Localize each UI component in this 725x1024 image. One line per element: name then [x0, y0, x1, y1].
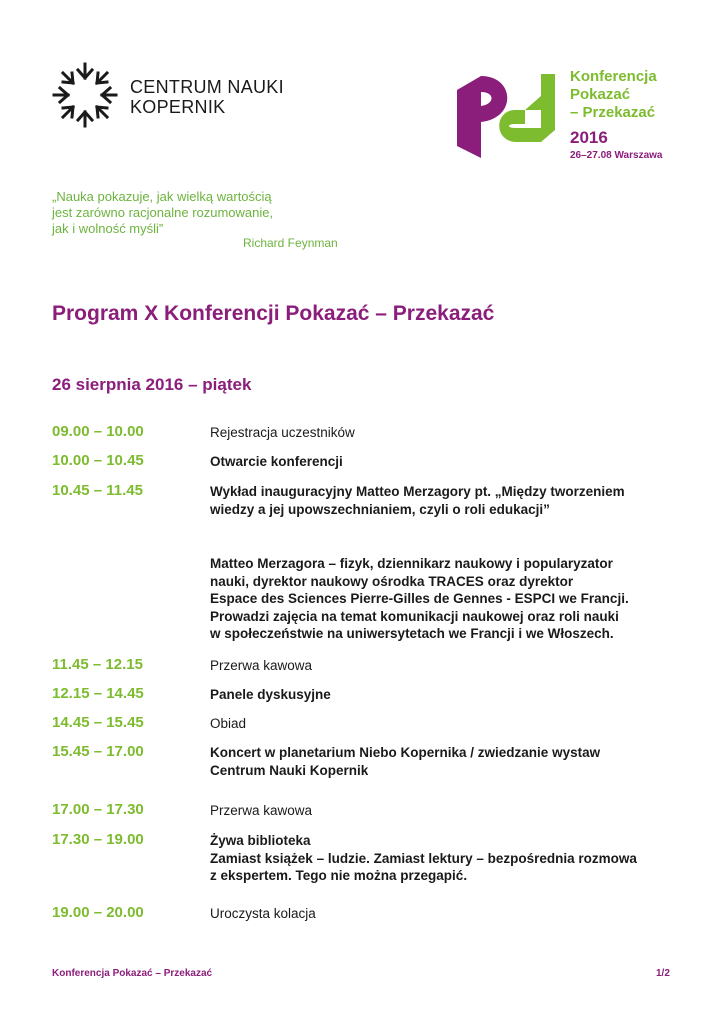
- schedule-desc: Panele dyskusyjne: [210, 687, 331, 702]
- schedule-time: 10.45 – 11.45: [52, 482, 143, 499]
- speaker-bio-text: Matteo Merzagora – fizyk, dziennikarz naukowy i popularyzator nauki, dyrektor naukowy ośrodka TRACES oraz dyrektor Espace des Sciences Pierre-Gilles de Gennes - ESPCI we Francji. Prowadzi zajęcia na temat komunikacji naukowej oraz roli nauki w społeczeństwie na uniwersytetach we Francji i we Włoszech.: [210, 556, 629, 641]
- page-title: Program X Konferencji Pokazać – Przekazać: [52, 302, 495, 325]
- quote-text: „Nauka pokazuje, jak wielką wartością jest zarówno racjonalne rozumowanie, jak i wolność myśli”: [52, 189, 274, 236]
- schedule-time: 10.00 – 10.45: [52, 452, 144, 469]
- schedule-time: 11.45 – 12.15: [52, 656, 143, 673]
- cnk-logo-line2: KOPERNIK: [130, 97, 226, 117]
- schedule-desc: Obiad: [210, 716, 247, 731]
- schedule-time: 19.00 – 20.00: [52, 904, 144, 921]
- conference-dates: 26–27.08 Warszawa: [570, 150, 663, 161]
- schedule-desc: Koncert w planetarium Niebo Kopernika / zwiedzanie wystaw Centrum Nauki Kopernik: [210, 745, 601, 778]
- schedule-desc: Żywa biblioteka Zamiast książek – ludzie. Zamiast lektury – bezpośrednia rozmowa z ekspertem. Tego nie można przegapić.: [210, 833, 637, 883]
- schedule-time: 17.00 – 17.30: [52, 801, 144, 818]
- schedule-time: 09.00 – 10.00: [52, 423, 144, 440]
- schedule-time: 12.15 – 14.45: [52, 685, 144, 702]
- schedule-time: 15.45 – 17.00: [52, 743, 144, 760]
- schedule-desc: Przerwa kawowa: [210, 803, 313, 818]
- schedule-time: 14.45 – 15.45: [52, 714, 144, 731]
- footer-title: Konferencja Pokazać – Przekazać: [52, 968, 213, 979]
- conf-line3: – Przekazać: [570, 104, 656, 121]
- schedule-desc: Uroczysta kolacja: [210, 906, 316, 921]
- conf-line1: Konferencja: [570, 68, 657, 85]
- conference-logo-text: [570, 68, 657, 122]
- conference-year: 2016: [570, 128, 608, 147]
- day-heading: 26 sierpnia 2016 – piątek: [52, 375, 252, 394]
- cnk-logo-icon: [50, 60, 120, 130]
- quote-author: Richard Feynman: [243, 236, 338, 250]
- cnk-logo-line1: CENTRUM NAUKI: [130, 77, 284, 97]
- schedule-desc: Otwarcie konferencji: [210, 454, 343, 469]
- schedule-time: 17.30 – 19.00: [52, 831, 144, 848]
- conference-logo-icon: [455, 70, 565, 160]
- schedule-desc: Przerwa kawowa: [210, 658, 313, 673]
- cnk-logo-text: [130, 77, 284, 117]
- page-number: 1/2: [656, 968, 670, 979]
- schedule-desc: Wykład inauguracyjny Matteo Merzagory pt. „Między tworzeniem wiedzy a jej upowszechnianiem, czyli o roli edukacji”: [210, 484, 625, 517]
- schedule-desc: Rejestracja uczestników: [210, 425, 355, 440]
- conf-line2: Pokazać: [570, 86, 631, 103]
